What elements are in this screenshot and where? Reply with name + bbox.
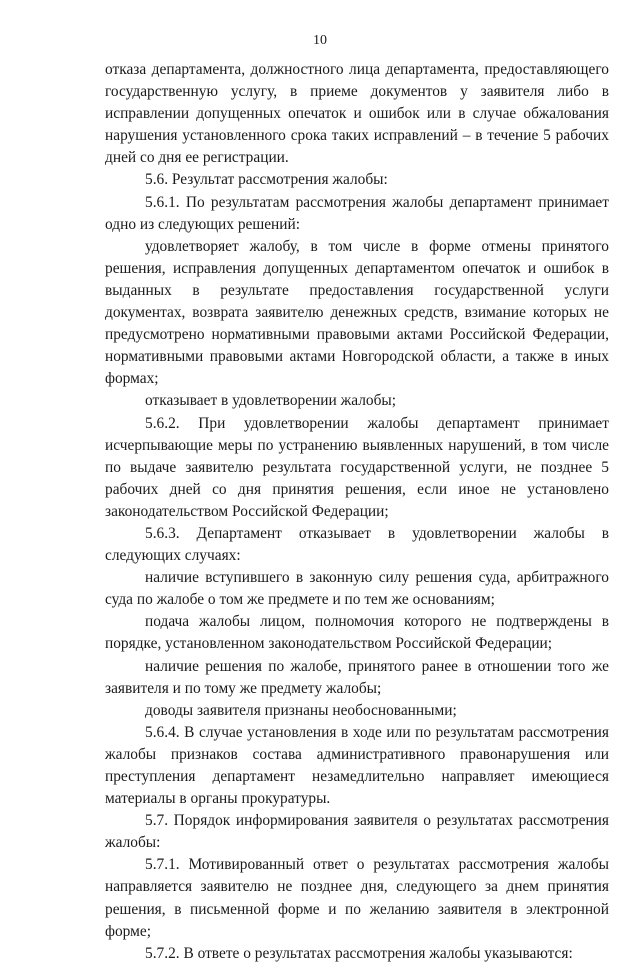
paragraph-5-6-4: 5.6.4. В случае установления в ходе или по результатам рассмотрения жалобы признаков состава административного правонарушения или преступления департамент незамедлительно направляет имеющиеся материалы в органы прокуратуры.: [105, 723, 609, 808]
document-body: [105, 59, 609, 965]
paragraph-5-6-2: 5.6.2. При удовлетворении жалобы департамент принимает исчерпывающие меры по устранению выявленных нарушений, в том числе по выдаче заявителю результата государственной услуги, не позднее 5 рабочих дней со дня принятия решения, если иное не установлено законодательством Российской Федерации;: [105, 414, 609, 520]
section-5-6-heading: 5.6. Результат рассмотрения жалобы:: [145, 171, 388, 189]
page-number: 10: [313, 33, 327, 48]
refusal-case-prior-decision: наличие решения по жалобе, принятого ранее в отношении того же заявителя и по тому же предмету жалобы;: [105, 657, 609, 697]
refusal-case-unauthorized: подача жалобы лицом, полномочия которого не подтверждены в порядке, установленном законодательством Российской Федерации;: [105, 613, 609, 653]
refusal-case-unfounded: доводы заявителя признаны необоснованными;: [145, 701, 457, 719]
section-5-7-heading: 5.7. Порядок информирования заявителя о результатах рассмотрения жалобы:: [105, 812, 609, 852]
refusal-case-court-decision: наличие вступившего в законную силу решения суда, арбитражного суда по жалобе о том же предмете и по тем же основаниям;: [105, 569, 609, 609]
decision-satisfy: удовлетворяет жалобу, в том числе в форме отмены принятого решения, исправления допущенных департаментом опечаток и ошибок в выданных в результате предоставления государственной услуги документах, возврата заявителю денежных средств, взимание которых не предусмотрено нормативными правовыми актами Российской Федерации, нормативными правовыми актами Новгородской области, а также в иных формах;: [105, 237, 609, 388]
paragraph-5-7-1: 5.7.1. Мотивированный ответ о результатах рассмотрения жалобы направляется заявителю не позднее дня, следующего за днем принятия решения, в письменной форме и по желанию заявителя в электронной форме;: [105, 856, 609, 940]
paragraph-continuation: отказа департамента, должностного лица департамента, предоставляющего государственную услугу, в приеме документов у заявителя либо в исправлении допущенных опечаток и ошибок или в случае обжалования нарушения установленного срока таких исправлений – в течение 5 рабочих дней со дня ее регистрации.: [105, 61, 609, 167]
decision-refuse: отказывает в удовлетворении жалобы;: [145, 392, 397, 410]
paragraph-5-6-1: 5.6.1. По результатам рассмотрения жалобы департамент принимает одно из следующих решений:: [105, 193, 609, 233]
paragraph-5-6-3: 5.6.3. Департамент отказывает в удовлетворении жалобы в следующих случаях:: [105, 524, 609, 565]
paragraph-5-7-2: 5.7.2. В ответе о результатах рассмотрения жалобы указываются:: [145, 944, 573, 962]
